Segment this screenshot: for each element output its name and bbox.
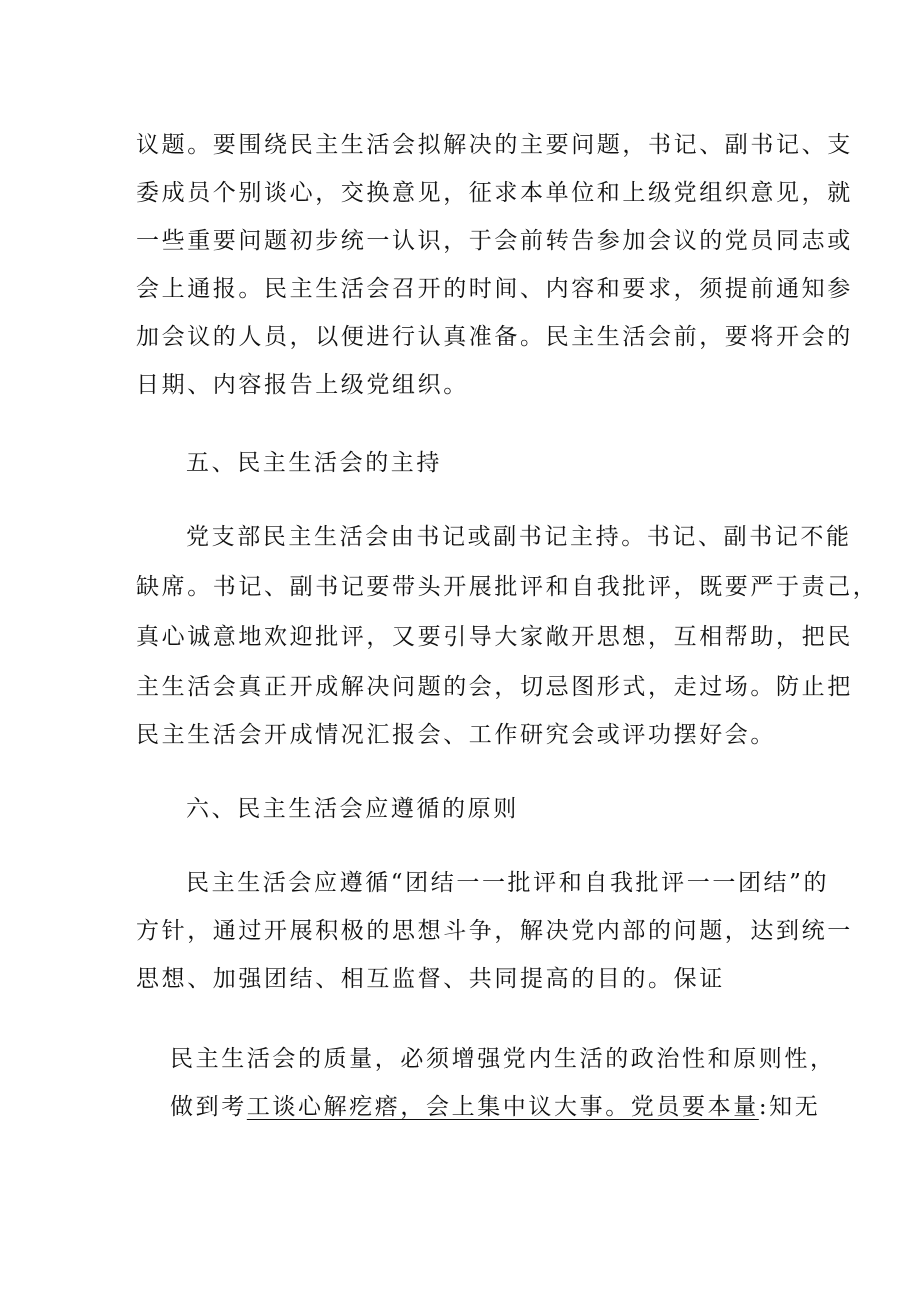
paragraph-1-line-2: 委成员个别谈心，交换意见，征求本单位和上级党组织意见，就: [136, 180, 853, 206]
paragraph-2-line-4: 主生活会真正开成解决问题的会，切忌图形式，走过场。防止把: [136, 674, 853, 700]
paragraph-3-line-2: 方针，通过开展积极的思想斗争，解决党内部的问题，达到统一: [136, 918, 853, 944]
underlined-text: 工谈心解疙瘩，会上集中议大事。党员要本量: [246, 1094, 759, 1120]
paragraph-2-line-5: 民主生活会开成情况汇报会、工作研究会或评功摆好会。: [136, 722, 776, 748]
paragraph-1-line-1: 议题。要围绕民主生活会拟解决的主要问题，书记、副书记、支: [136, 132, 853, 158]
paragraph-1-line-4: 会上通报。民主生活会召开的时间、内容和要求，须提前通知参: [136, 276, 853, 302]
section-heading-6: 六、民主生活会应遵循的原则: [186, 796, 519, 822]
paragraph-2-line-3: 真心诚意地欢迎批评，又要引导大家敞开思想，互相帮助，把民: [136, 624, 853, 650]
paragraph-2-line-1: 党支部民主生活会由书记或副书记主持。书记、副书记不能: [186, 524, 852, 550]
paragraph-3-line-3: 思想、加强团结、相互监督、共同提高的目的。保证: [136, 966, 725, 992]
paragraph-4-line-2-end: :知无: [758, 1094, 821, 1120]
paragraph-1-line-5: 加会议的人员，以便进行认真准备。民主生活会前，要将开会的: [136, 324, 853, 350]
section-heading-5: 五、民主生活会的主持: [186, 450, 442, 476]
paragraph-1-line-3: 一些重要问题初步统一认识，于会前转告参加会议的党员同志或: [136, 228, 853, 254]
paragraph-1-line-6: 日期、内容报告上级党组织。: [136, 372, 469, 398]
paragraph-3-line-1: 民主生活会应遵循“团结一一批评和自我批评一一团结”的: [186, 870, 830, 896]
paragraph-4-line-1: 民主生活会的质量，必须增强党内生活的政治性和原则性，: [170, 1046, 836, 1072]
paragraph-2-line-2: 缺席。书记、副书记要带头开展批评和自我批评，既要严于责己，: [136, 574, 879, 600]
paragraph-4-line-2-start: 做到考: [170, 1094, 247, 1120]
paragraph-4-line-2: [170, 1090, 820, 1124]
